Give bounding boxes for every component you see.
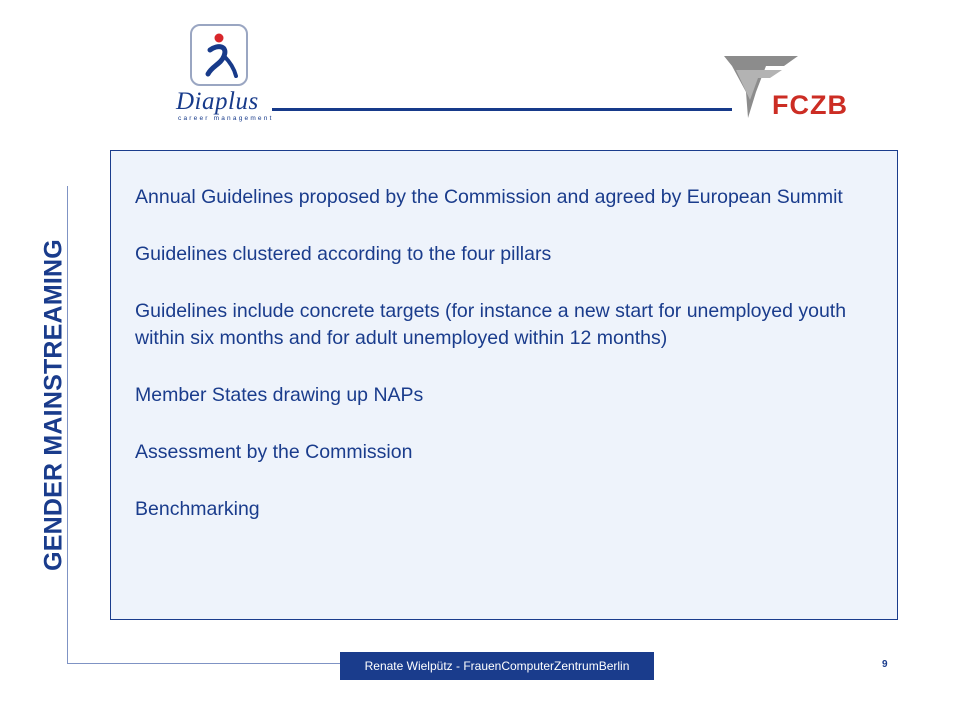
diaplus-figure-icon xyxy=(188,22,250,88)
page-number: 9 xyxy=(882,659,888,670)
vertical-title: GENDER MAINSTREAMING xyxy=(39,239,68,571)
fczb-logo-name: FCZB xyxy=(772,90,848,120)
fczb-logo xyxy=(722,52,848,122)
content-item: Assessment by the Commission xyxy=(135,441,413,463)
diaplus-logo xyxy=(160,22,274,126)
bottom-horizontal-line xyxy=(67,663,340,664)
header-rule xyxy=(272,108,732,111)
diaplus-logo-tagline: career management xyxy=(178,115,274,122)
content-item: Guidelines clustered according to the four pillars xyxy=(135,243,552,265)
footer-author-box xyxy=(340,652,654,680)
content-item: Annual Guidelines proposed by the Commission and agreed by European Summit xyxy=(135,186,843,208)
content-box xyxy=(110,150,898,620)
left-vertical-line xyxy=(67,186,68,664)
diaplus-logo-name: Diaplus xyxy=(176,88,259,115)
footer-author: Renate Wielpütz - FrauenComputerZentrumBerlin xyxy=(364,659,630,673)
content-item: Benchmarking xyxy=(135,498,260,520)
content-list xyxy=(135,184,869,523)
content-item: Guidelines include concrete targets (for instance a new start for unemployed youth within six months and for adult unemployed within 12 months) xyxy=(135,300,847,349)
content-item: Member States drawing up NAPs xyxy=(135,384,424,406)
